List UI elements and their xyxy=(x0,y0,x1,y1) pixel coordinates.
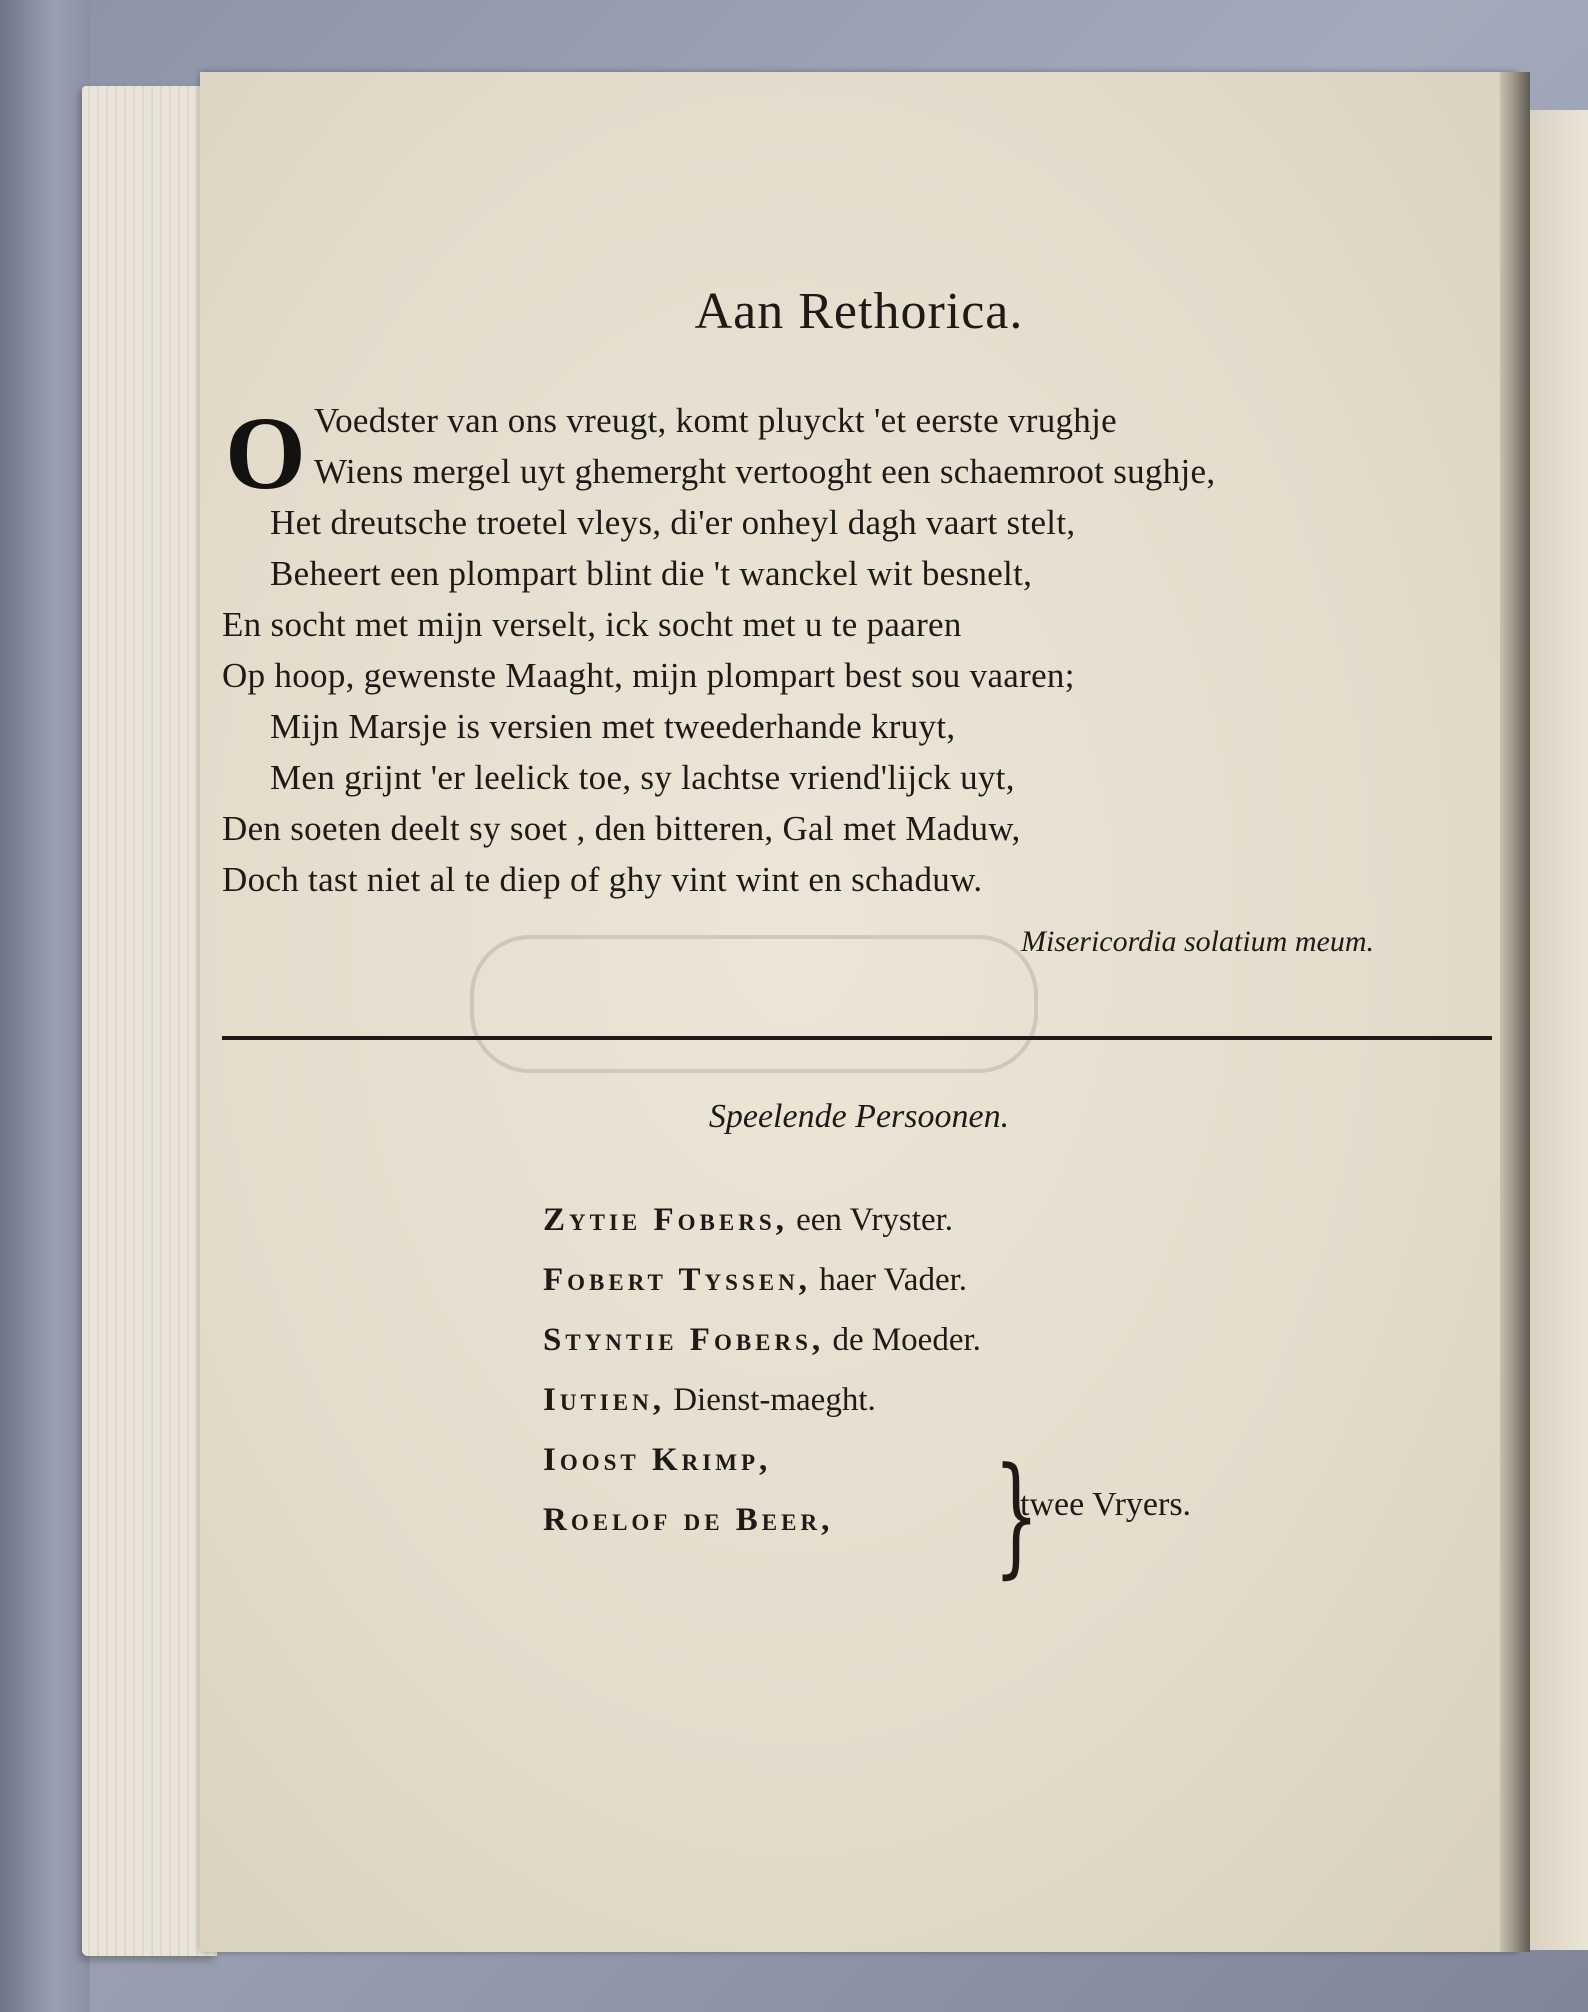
grouped-role: twee Vryers. xyxy=(1020,1486,1192,1523)
cast-role: de Moeder. xyxy=(832,1322,981,1358)
cast-heading: Speelende Persoonen. xyxy=(708,1098,1010,1135)
poem-line: En socht met mijn verselt, ick socht met u te paaren xyxy=(222,605,962,644)
poem-line: Wiens mergel uyt ghemerght vertooght een schaemroot sughje, xyxy=(314,452,1216,491)
cast-name: Ioost Krimp, xyxy=(543,1442,772,1478)
cast-member xyxy=(543,1190,981,1250)
cast-member xyxy=(543,1250,981,1310)
cast-role: een Vryster. xyxy=(796,1202,954,1238)
book-page-edges xyxy=(82,86,217,1956)
cast-list xyxy=(543,1190,981,1550)
book-gutter xyxy=(1500,72,1530,1952)
cast-member xyxy=(543,1430,981,1490)
cast-name: Roelof de Beer, xyxy=(543,1502,834,1538)
cast-member xyxy=(543,1370,981,1430)
cast-member xyxy=(543,1310,981,1370)
divider-rule xyxy=(222,1036,1492,1040)
poem-title: Aan Rethorica. xyxy=(694,283,1024,340)
poem-line: Doch tast niet al te diep of ghy vint wint en schaduw. xyxy=(222,860,983,899)
drop-cap: O xyxy=(225,396,306,511)
show-through-stamp xyxy=(470,935,1038,1073)
cast-name: Fobert Tyssen, xyxy=(543,1262,811,1298)
poem-line: Op hoop, gewenste Maaght, mijn plompart best sou vaaren; xyxy=(222,656,1075,695)
poem-body xyxy=(222,497,1502,905)
facing-page-edge xyxy=(1530,110,1588,1950)
poem-opening-lines xyxy=(314,395,1215,497)
cast-role: Dienst-maeght. xyxy=(673,1382,876,1418)
poem-motto: Misericordia solatium meum. xyxy=(1020,925,1374,958)
poem-line: Men grijnt 'er leelick toe, sy lachtse vriend'lijck uyt, xyxy=(270,758,1015,797)
poem-line: Mijn Marsje is versien met tweederhande kruyt, xyxy=(270,707,956,746)
cast-name: Zytie Fobers, xyxy=(543,1202,788,1238)
brace-bracket: } xyxy=(993,1439,1040,1591)
background-cloth xyxy=(0,0,90,2012)
cast-role: haer Vader. xyxy=(819,1262,968,1298)
cast-name: Iutien, xyxy=(543,1382,665,1418)
poem-line: Voedster van ons vreugt, komt pluyckt 'et eerste vrughje xyxy=(314,401,1117,440)
cast-member xyxy=(543,1490,981,1550)
poem-line: Het dreutsche troetel vleys, di'er onheyl dagh vaart stelt, xyxy=(270,503,1076,542)
poem-line: Den soeten deelt sy soet , den bitteren, Gal met Maduw, xyxy=(222,809,1021,848)
cast-name: Styntie Fobers, xyxy=(543,1322,825,1358)
poem-line: Beheert een plompart blint die 't wanckel wit besnelt, xyxy=(270,554,1033,593)
